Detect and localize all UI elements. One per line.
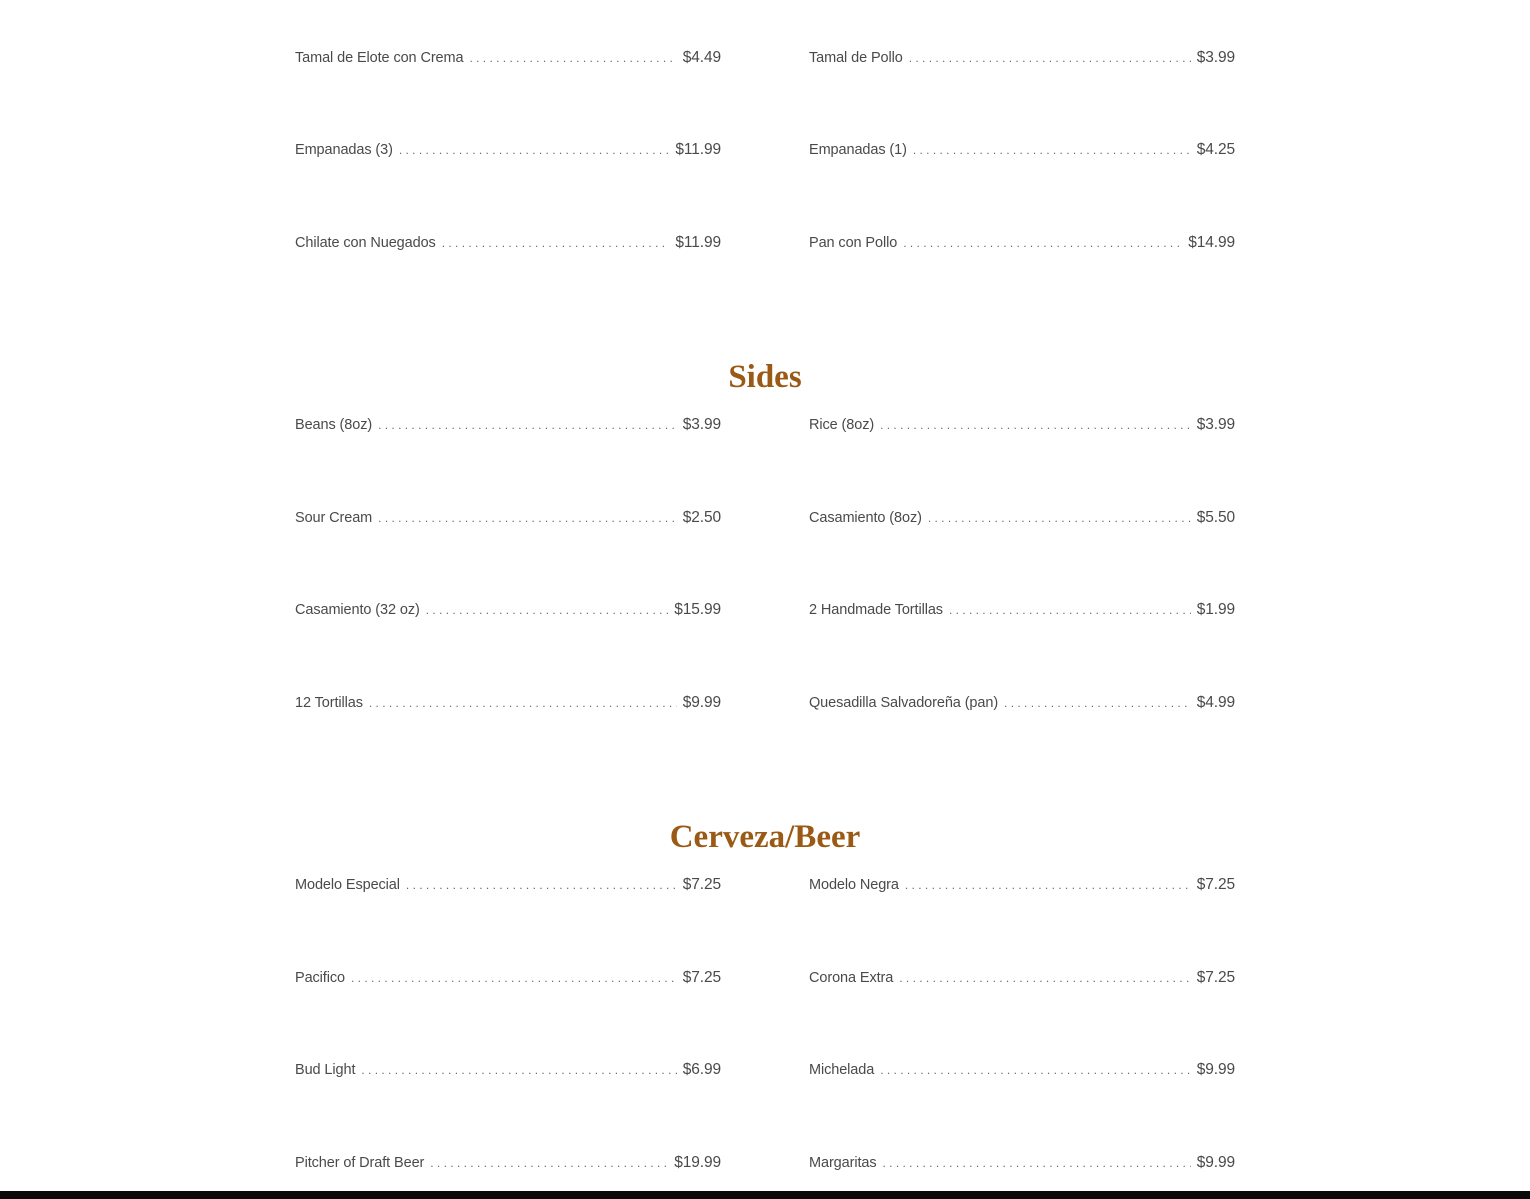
section-title-beer: Cerveza/Beer	[669, 819, 861, 855]
menu-item	[809, 967, 1235, 989]
menu-item-name: Corona Extra	[809, 970, 894, 986]
menu-item-price: $7.25	[1196, 969, 1235, 986]
menu-item	[809, 139, 1235, 161]
menu-item-price: $14.99	[1188, 234, 1235, 251]
menu-item	[295, 874, 721, 896]
menu-item-price: $4.49	[682, 49, 721, 66]
menu-item-name: Margaritas	[809, 1155, 877, 1171]
dot-leader	[361, 1059, 676, 1081]
menu-item-name: Michelada	[809, 1062, 875, 1078]
menu-item	[295, 967, 721, 989]
menu-item-price: $5.50	[1196, 509, 1235, 526]
menu-item-name: Tamal de Pollo	[809, 50, 903, 66]
menu-item	[295, 692, 721, 714]
menu-item	[809, 47, 1235, 69]
menu-item-name: Modelo Negra	[809, 877, 899, 893]
dot-leader	[369, 692, 677, 714]
dot-leader	[430, 1152, 668, 1174]
dot-leader	[406, 874, 677, 896]
menu-item	[295, 232, 721, 254]
dot-leader	[469, 47, 676, 69]
menu-item-name: Pan con Pollo	[809, 235, 898, 251]
menu-item-price: $11.99	[675, 141, 721, 158]
dot-leader	[880, 414, 1191, 436]
menu-item	[295, 1152, 721, 1174]
dot-leader	[883, 1152, 1191, 1174]
menu-item-name: Casamiento (32 oz)	[295, 602, 420, 618]
menu-item-price: $11.99	[675, 234, 721, 251]
dot-leader	[928, 507, 1191, 529]
bottom-edge-bar	[0, 1191, 1530, 1199]
menu-item-name: Casamiento (8oz)	[809, 510, 922, 526]
menu-item-price: $15.99	[674, 601, 721, 618]
menu-item	[295, 414, 721, 436]
menu-item-price: $4.25	[1196, 141, 1235, 158]
menu-item-name: Beans (8oz)	[295, 417, 373, 433]
dot-leader	[399, 139, 669, 161]
menu-item-name: Empanadas (3)	[295, 142, 393, 158]
menu-item	[295, 139, 721, 161]
menu-item-name: Rice (8oz)	[809, 417, 875, 433]
menu-item	[809, 232, 1235, 254]
menu-item-price: $7.25	[682, 876, 721, 893]
dot-leader	[426, 599, 668, 621]
menu-item	[295, 1059, 721, 1081]
section-title-sides: Sides	[728, 359, 802, 395]
menu-item	[809, 414, 1235, 436]
menu-item-price: $1.99	[1196, 601, 1235, 618]
menu-item	[809, 1152, 1235, 1174]
menu-item	[809, 874, 1235, 896]
menu-item-name: Pacifico	[295, 970, 345, 986]
menu-item-name: Empanadas (1)	[809, 142, 907, 158]
dot-leader	[378, 507, 677, 529]
menu-item-price: $9.99	[1196, 1061, 1235, 1078]
dot-leader	[905, 874, 1191, 896]
dot-leader	[949, 599, 1191, 621]
dot-leader	[913, 139, 1191, 161]
menu-item-price: $2.50	[682, 509, 721, 526]
menu-item	[295, 599, 721, 621]
menu-item-price: $19.99	[674, 1154, 721, 1171]
menu-item-price: $4.99	[1196, 694, 1235, 711]
menu-item-name: Bud Light	[295, 1062, 356, 1078]
menu-item-name: Modelo Especial	[295, 877, 400, 893]
menu-item-price: $3.99	[682, 416, 721, 433]
menu-item-price: $9.99	[1196, 1154, 1235, 1171]
dot-leader	[903, 232, 1182, 254]
menu-item-price: $3.99	[1196, 416, 1235, 433]
dot-leader	[1004, 692, 1191, 714]
menu-item-price: $9.99	[682, 694, 721, 711]
menu-item	[809, 692, 1235, 714]
menu-item	[809, 599, 1235, 621]
menu-item-price: $7.25	[1196, 876, 1235, 893]
menu-item	[295, 507, 721, 529]
menu-item	[809, 1059, 1235, 1081]
dot-leader	[880, 1059, 1191, 1081]
menu-item	[809, 507, 1235, 529]
dot-leader	[899, 967, 1190, 989]
menu-item	[295, 47, 721, 69]
menu-item-price: $7.25	[682, 969, 721, 986]
menu-item-name: Quesadilla Salvadoreña (pan)	[809, 695, 999, 711]
menu-item-name: 12 Tortillas	[295, 695, 363, 711]
dot-leader	[351, 967, 677, 989]
menu-item-name: Tamal de Elote con Crema	[295, 50, 464, 66]
menu-item-price: $3.99	[1196, 49, 1235, 66]
dot-leader	[442, 232, 670, 254]
menu-item-name: Sour Cream	[295, 510, 373, 526]
dot-leader	[378, 414, 677, 436]
menu-item-price: $6.99	[682, 1061, 721, 1078]
menu-item-name: Pitcher of Draft Beer	[295, 1155, 425, 1171]
menu-item-name: Chilate con Nuegados	[295, 235, 436, 251]
dot-leader	[909, 47, 1191, 69]
menu-item-name: 2 Handmade Tortillas	[809, 602, 943, 618]
